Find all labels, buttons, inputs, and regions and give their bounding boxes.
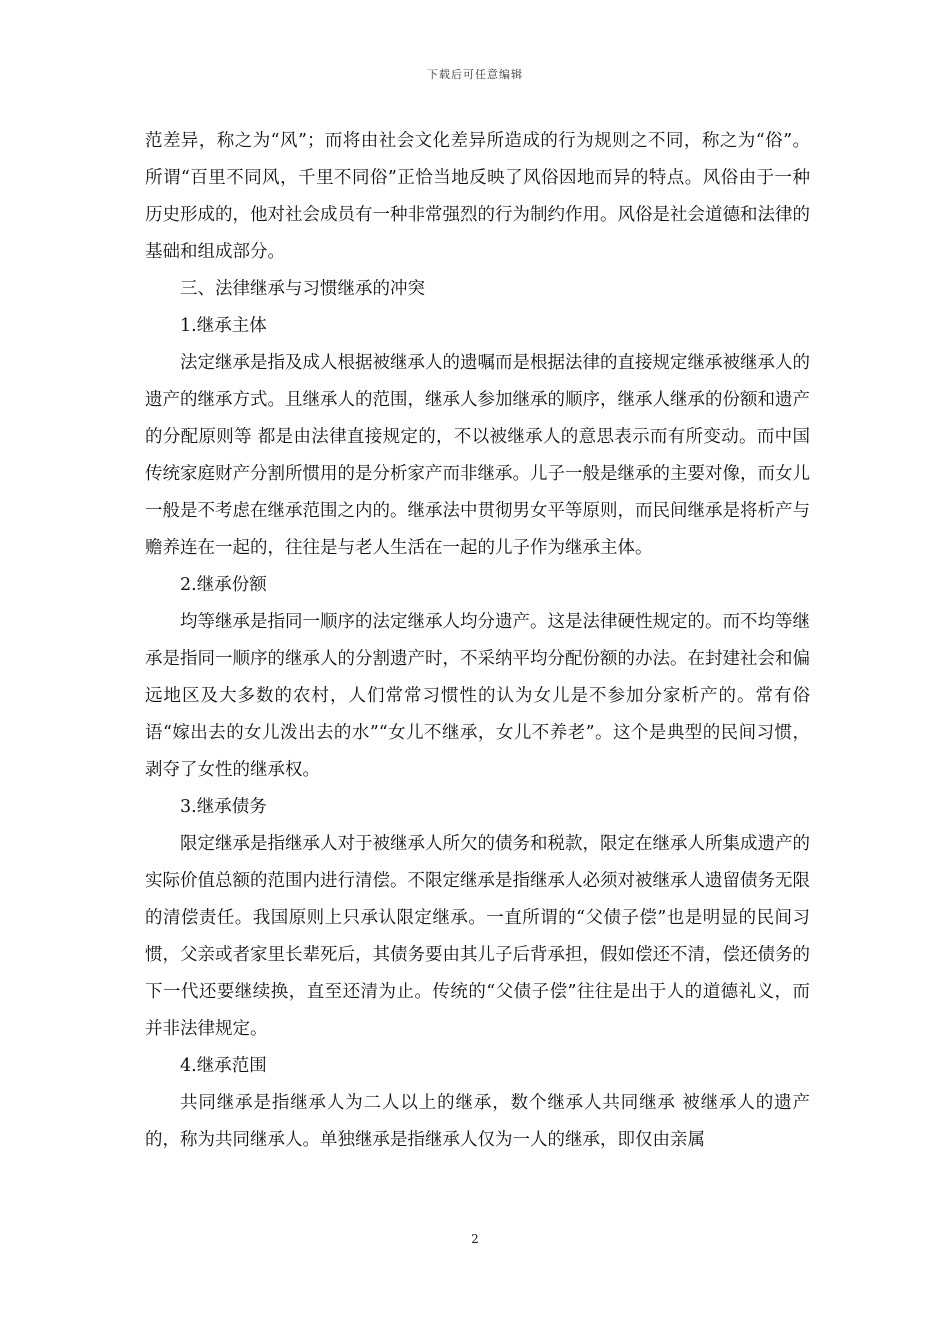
paragraph-inheritance-share: 均等继承是指同一顺序的法定继承人均分遗产。这是法律硬性规定的。而不均等继承是指同一顺序的继承人的分割遗产时，不采纳平均分配份额的办法。在封建社会和偏远地区及大多数的农村，人们常常习惯性的认为女儿是不参加分家析产的。常有俗语“嫁出去的女儿泼出去的水”“女儿不继承，女儿不养老”。这个是典型的民间习惯，剥夺了女性的继承权。 — [145, 612, 810, 780]
paragraph-inheritance-scope: 共同继承是指继承人为二人以上的继承，数个继承人共同继承 被继承人的遗产的，称为共同继承人。单独继承是指继承人仅为一人的继承，即仅由亲属 — [145, 1093, 810, 1150]
paragraph-continued: 范差异，称之为“风”；而将由社会文化差异所造成的行为规则之不同，称之为“俗”。所谓“百里不同风，千里不同俗”正恰当地反映了风俗因地而异的特点。风俗由于一种历史形成的，他对社会成员有一种非常强烈的行为制约作用。风俗是社会道德和法律的基础和组成部分。 — [145, 131, 810, 262]
section-heading: 三、法律继承与习惯继承的冲突 — [180, 279, 425, 299]
subsection-heading-1: 1.继承主体 — [180, 316, 267, 336]
subsection-heading-3: 3.继承债务 — [180, 797, 267, 817]
document-body — [145, 123, 810, 1159]
page-number: 2 — [471, 1232, 479, 1246]
paragraph-inheritance-debt: 限定继承是指继承人对于被继承人所欠的债务和税款，限定在继承人所集成遗产的实际价值总额的范围内进行清偿。不限定继承是指继承人必须对被继承人遗留债务无限的清偿责任。我国原则上只承认限定继承。一直所谓的“父债子偿”也是明显的民间习惯，父亲或者家里长辈死后，其债务要由其儿子后背承担，假如偿还不清，偿还债务的下一代还要继续换，直至还清为止。传统的“父债子偿”往往是出于人的道德礼义，而并非法律规定。 — [145, 834, 810, 1039]
page-header: 下载后可任意编辑 — [427, 68, 523, 81]
subsection-heading-4: 4.继承范围 — [180, 1056, 267, 1076]
paragraph-inheritance-subject: 法定继承是指及成人根据被继承人的遗嘱而是根据法律的直接规定继承被继承人的遗产的继承方式。且继承人的范围，继承人参加继承的顺序，继承人继承的份额和遗产的分配原则等 都是由法律直接规定的，不以被继承人的意思表示而有所变动。而中国传统家庭财产分割所惯用的是分析家产而非继承。儿子一般是继承的主要对像，而女儿一般是不考虑在继承范围之内的。继承法中贯彻男女平等原则，而民间继承是将析产与赡养连在一起的，往往是与老人生活在一起的儿子作为继承主体。 — [145, 353, 810, 558]
subsection-heading-2: 2.继承份额 — [180, 575, 267, 595]
